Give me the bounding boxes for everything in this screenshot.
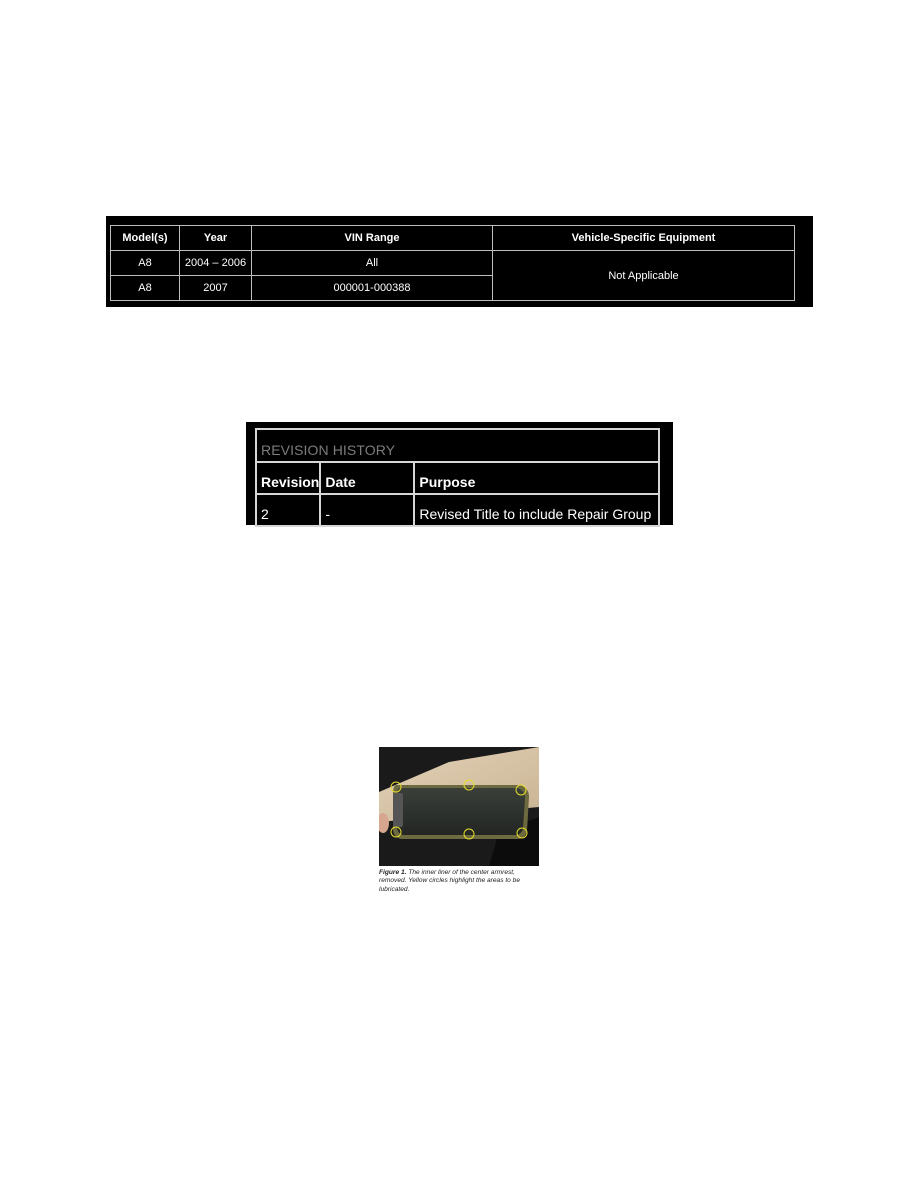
armrest-liner-photo — [379, 747, 539, 866]
revision-history-panel — [246, 422, 673, 525]
col-header-vin-range: VIN Range — [252, 226, 493, 251]
vehicle-table-header — [111, 226, 795, 251]
revision-history-table — [255, 428, 660, 527]
cell-vin: 000001-000388 — [252, 276, 493, 301]
vehicle-table — [110, 225, 795, 301]
cell-purpose: Revised Title to include Repair Group — [414, 494, 659, 526]
col-header-purpose: Purpose — [414, 462, 659, 494]
figure-caption — [379, 869, 539, 894]
cell-vin: All — [252, 251, 493, 276]
cell-year: 2004 – 2006 — [180, 251, 252, 276]
cell-model: A8 — [111, 276, 180, 301]
vehicle-table-panel — [106, 216, 813, 307]
cell-model: A8 — [111, 251, 180, 276]
col-header-revision: Revision — [256, 462, 320, 494]
cell-date: - — [320, 494, 414, 526]
cell-year: 2007 — [180, 276, 252, 301]
cell-revision: 2 — [256, 494, 320, 526]
figure-caption-text: The inner liner of the center armrest, removed. Yellow circles highlight the areas to be lubricated. — [379, 869, 520, 893]
col-header-date: Date — [320, 462, 414, 494]
col-header-year: Year — [180, 226, 252, 251]
col-header-equipment: Vehicle-Specific Equipment — [493, 226, 795, 251]
revision-history-header — [256, 462, 659, 494]
cell-equipment: Not Applicable — [493, 251, 795, 301]
col-header-models: Model(s) — [111, 226, 180, 251]
table-row — [111, 251, 795, 276]
figure-label: Figure 1. — [379, 869, 407, 876]
table-row — [256, 494, 659, 526]
revision-history-title: REVISION HISTORY — [256, 429, 659, 462]
figure — [379, 747, 539, 894]
